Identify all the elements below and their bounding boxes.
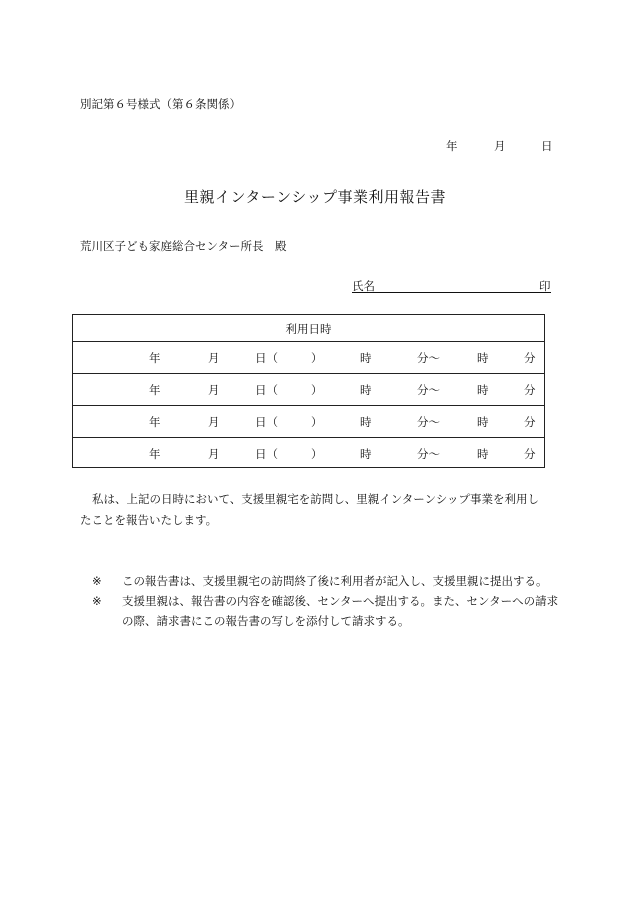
statement-line-1: 私は、上記の日時において、支援里親宅を訪問し、里親インターンシップ事業を利用し: [92, 492, 540, 506]
addressee: 荒川区子ども家庭総合センター所長 殿: [80, 239, 287, 253]
table-row: [73, 373, 544, 406]
row-minute-tilde-label: 分～: [417, 415, 440, 429]
row-day-label: 日（: [255, 383, 278, 397]
name-signature-line[interactable]: [352, 292, 551, 293]
row-close-paren-label: ）: [311, 351, 323, 365]
document-title: 里親インターンシップ事業利用報告書: [184, 188, 446, 206]
row-day-label: 日（: [255, 351, 278, 365]
note-text-line: この報告書は、支援里親宅の訪問終了後に利用者が記入し、支援里親に提出する。: [122, 574, 548, 588]
row-minute-label: 分: [524, 351, 536, 365]
note-text-line: 支援里親は、報告書の内容を確認後、センターへ提出する。また、センターへの請求: [122, 594, 559, 608]
date-month-label: 月: [494, 139, 506, 153]
row-minute-tilde-label: 分～: [417, 447, 440, 461]
row-hour2-label: 時: [477, 383, 489, 397]
row-close-paren-label: ）: [311, 383, 323, 397]
statement: [80, 489, 560, 531]
name-label: 氏名: [352, 279, 375, 293]
row-month-label: 月: [208, 415, 220, 429]
row-day-label: 日（: [255, 447, 278, 461]
row-year-label: 年: [149, 415, 161, 429]
row-hour-label: 時: [360, 351, 372, 365]
row-minute-tilde-label: 分～: [417, 351, 440, 365]
row-month-label: 月: [208, 351, 220, 365]
usage-datetime-table: [72, 314, 545, 468]
row-hour-label: 時: [360, 415, 372, 429]
statement-line-2: たことを報告いたします。: [80, 513, 218, 527]
note-mark: ※: [92, 574, 102, 588]
row-year-label: 年: [149, 351, 161, 365]
row-minute-label: 分: [524, 447, 536, 461]
note-mark: ※: [92, 594, 102, 608]
form-number: 別記第６号様式（第６条関係）: [80, 97, 241, 111]
row-month-label: 月: [208, 383, 220, 397]
row-minute-label: 分: [524, 383, 536, 397]
row-minute-label: 分: [524, 415, 536, 429]
row-day-label: 日（: [255, 415, 278, 429]
date-year-label: 年: [446, 139, 458, 153]
row-hour-label: 時: [360, 447, 372, 461]
date-day-label: 日: [541, 139, 553, 153]
row-hour2-label: 時: [477, 351, 489, 365]
row-close-paren-label: ）: [311, 415, 323, 429]
row-year-label: 年: [149, 447, 161, 461]
row-hour-label: 時: [360, 383, 372, 397]
seal-label: 印: [539, 279, 551, 293]
row-month-label: 月: [208, 447, 220, 461]
table-row: [73, 437, 544, 470]
row-year-label: 年: [149, 383, 161, 397]
row-hour2-label: 時: [477, 447, 489, 461]
note-text-line: の際、請求書にこの報告書の写しを添付して請求する。: [122, 614, 410, 628]
table-header: 利用日時: [285, 322, 332, 336]
row-hour2-label: 時: [477, 415, 489, 429]
table-row: [73, 405, 544, 438]
row-close-paren-label: ）: [311, 447, 323, 461]
table-row: [73, 341, 544, 374]
row-minute-tilde-label: 分～: [417, 383, 440, 397]
